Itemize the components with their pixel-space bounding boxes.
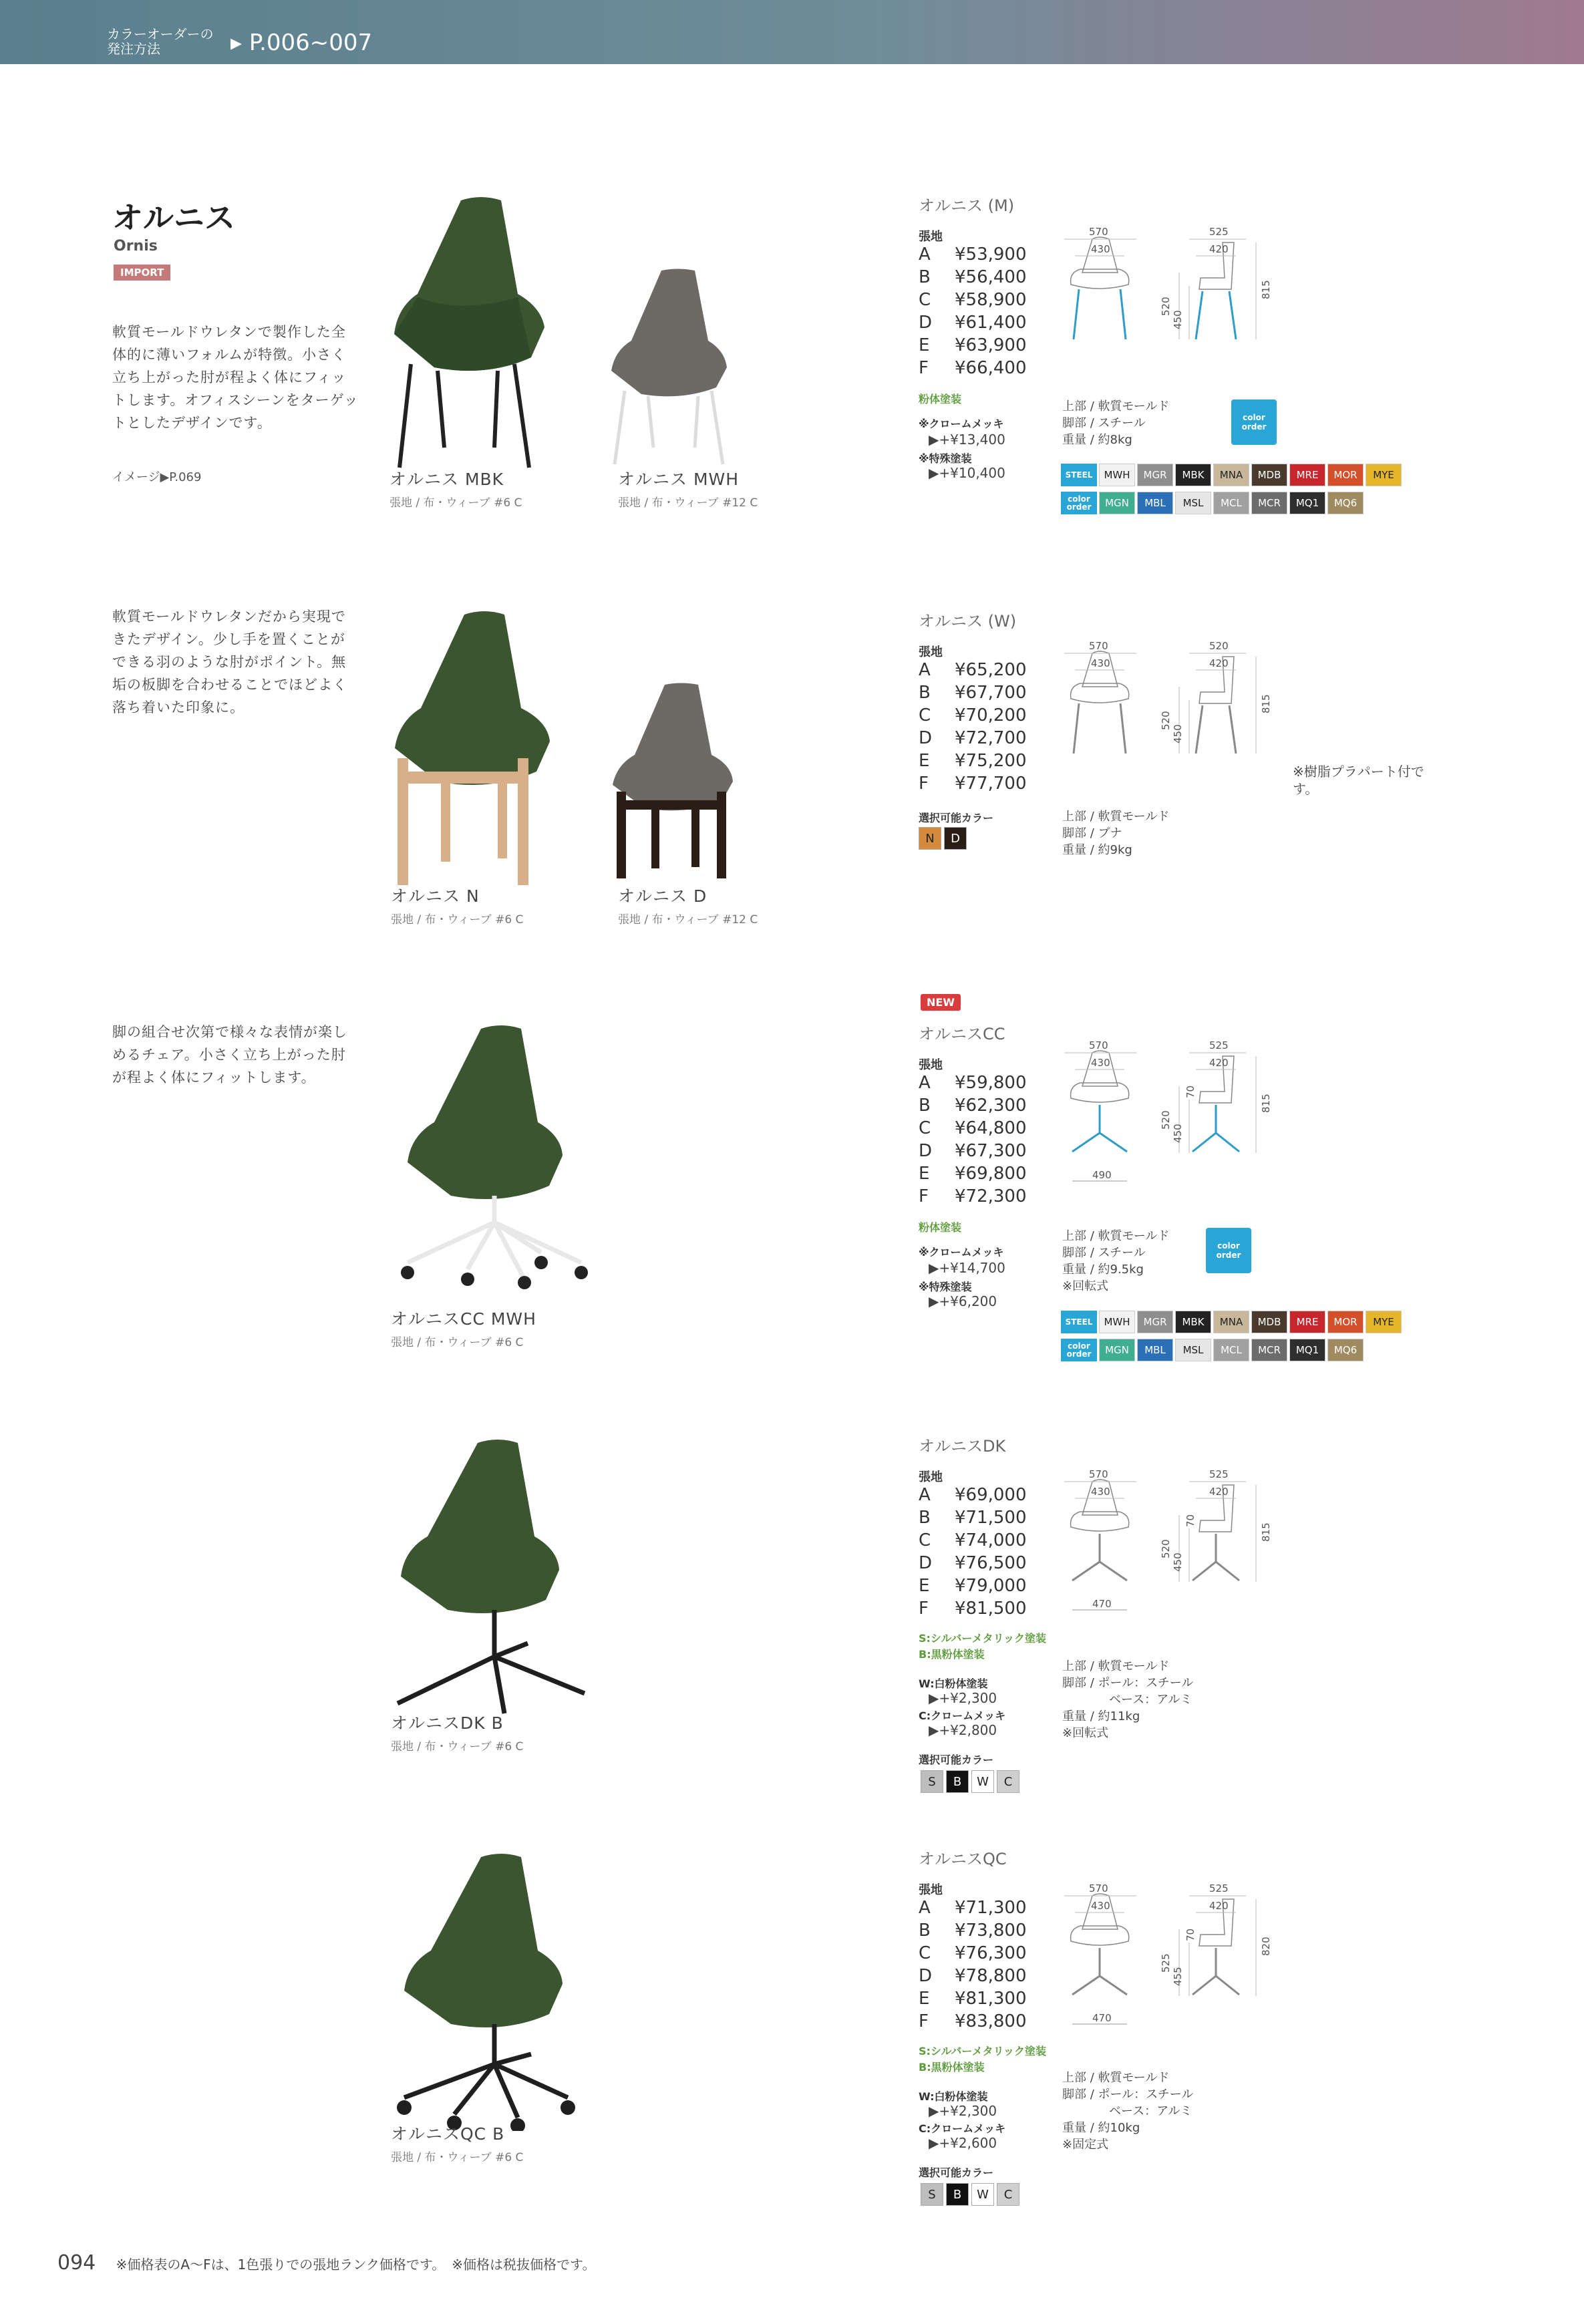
front-leg <box>1074 703 1079 754</box>
inner-depth-dim: 420 <box>1209 1057 1229 1069</box>
opt1-label-cc: ※クロームメッキ <box>919 1246 1004 1259</box>
price-value: ¥63,900 <box>955 335 1027 355</box>
grade-label: F <box>919 358 929 378</box>
front-leg <box>1120 703 1126 754</box>
select-label-dk: 選択可能カラー <box>919 1754 994 1766</box>
footer-note: ※価格表のA〜Fは、1色張りでの張地ランク価格です。 ※価格は税抜価格です。 <box>116 2257 596 2273</box>
base-dim: 470 <box>1092 2012 1112 2024</box>
price-value: ¥72,700 <box>955 728 1027 748</box>
seat-height-dim: 450 <box>1172 1552 1184 1572</box>
height-dim: 815 <box>1260 694 1272 713</box>
model-name-m: オルニス (M) <box>919 196 1015 215</box>
grade-label: A <box>919 1073 931 1093</box>
price-value: ¥72,300 <box>955 1186 1027 1206</box>
grade-label: C <box>919 1118 931 1138</box>
spec-line: 脚部 / ポール：スチール <box>1062 1676 1194 1690</box>
price-value: ¥71,500 <box>955 1508 1027 1528</box>
swatch-tag: STEEL <box>1061 1311 1097 1333</box>
swatch-mre[interactable]: MRE <box>1289 1311 1325 1333</box>
front-leg <box>1074 289 1079 339</box>
caption-dk: オルニスDK B <box>391 1713 504 1733</box>
caption-sub-cc: 張地 / 布・ウィーブ #6 C <box>391 1336 524 1349</box>
spec-line: 重量 / 約9.5kg <box>1062 1263 1144 1277</box>
inner-depth-dim: 420 <box>1209 243 1229 255</box>
price-head-qc: 張地 <box>919 1883 943 1897</box>
price-value: ¥70,200 <box>955 705 1027 725</box>
swatch-mye[interactable]: MYE <box>1366 1311 1402 1333</box>
dimension-svg <box>1059 1468 1286 1635</box>
spec-cc <box>1062 1228 1169 1295</box>
price-value: ¥58,900 <box>955 290 1027 310</box>
color-option-s[interactable]: S <box>921 1770 943 1793</box>
depth-dim: 525 <box>1209 1882 1229 1894</box>
product-title: オルニス <box>112 200 235 236</box>
price-value: ¥76,500 <box>955 1553 1027 1573</box>
swatch-mcr[interactable]: MCR <box>1251 1339 1287 1361</box>
grade-label: D <box>919 1553 933 1573</box>
price-value: ¥69,800 <box>955 1164 1027 1184</box>
width-dim: 570 <box>1089 640 1108 652</box>
arm-height-dim: 520 <box>1160 1539 1172 1558</box>
price-value: ¥59,800 <box>955 1073 1027 1093</box>
inner-width-dim: 430 <box>1091 1057 1110 1069</box>
arm-height-dim: 520 <box>1160 711 1172 730</box>
swatch-mcl[interactable]: MCL <box>1213 492 1249 514</box>
grade-label: A <box>919 244 931 265</box>
grade-label: C <box>919 705 931 725</box>
swatch-mna[interactable]: MNA <box>1213 1311 1249 1333</box>
opt2-value-dk: ▶+¥2,800 <box>929 1722 997 1738</box>
price-value: ¥78,800 <box>955 1966 1027 1986</box>
spec-qc <box>1062 2069 1193 2153</box>
opt2-value-m: ▶+¥10,400 <box>929 465 1005 481</box>
spec-line: 上部 / 軟質モールド <box>1062 810 1170 824</box>
price-value: ¥81,300 <box>955 1989 1027 2009</box>
front-leg <box>1120 289 1126 339</box>
height-dim: 815 <box>1260 1094 1272 1113</box>
side-base <box>1216 1562 1239 1581</box>
chair-photo-cc <box>394 1022 608 1289</box>
chair-photo-n <box>384 608 571 888</box>
price-value: ¥74,000 <box>955 1530 1027 1550</box>
grade-label: D <box>919 313 933 333</box>
grade-label: B <box>919 1921 931 1941</box>
front-base <box>1100 1562 1127 1581</box>
extra-dim: 70 <box>1184 1085 1197 1098</box>
opt2-label-cc: ※特殊塗装 <box>919 1281 972 1293</box>
select-label-qc: 選択可能カラー <box>919 2166 994 2179</box>
swatch-mgr[interactable]: MGR <box>1137 1311 1173 1333</box>
width-dim: 570 <box>1089 226 1108 238</box>
grade-label: B <box>919 267 931 287</box>
extra-dim: 70 <box>1184 1928 1197 1941</box>
arm-height-dim: 520 <box>1160 1110 1172 1130</box>
note-w: ※樹脂プラパート付です。 <box>1293 764 1424 797</box>
price-value: ¥67,300 <box>955 1141 1027 1161</box>
caption-mwh: オルニス MWH <box>618 470 740 489</box>
spec-line: 重量 / 約10kg <box>1062 2121 1140 2135</box>
color-order-label: カラーオーダーの発注方法 <box>107 26 214 57</box>
spec-line: 上部 / 軟質モールド <box>1062 399 1170 413</box>
front-base <box>1100 1133 1127 1152</box>
base-dim: 470 <box>1092 1598 1112 1610</box>
price-value: ¥65,200 <box>955 660 1027 680</box>
color-options-dk <box>921 1770 1019 1793</box>
depth-dim: 525 <box>1209 1468 1229 1480</box>
front-base <box>1072 1562 1100 1581</box>
image-ref-link[interactable]: イメージ▶P.069 <box>112 470 202 484</box>
caption-cc: オルニスCC MWH <box>391 1309 536 1329</box>
price-head-m: 張地 <box>919 230 943 244</box>
inner-depth-dim: 420 <box>1209 1486 1229 1498</box>
base-dim: 490 <box>1092 1169 1112 1181</box>
swatch-row <box>1061 1339 1402 1361</box>
spec-line: 重量 / 約8kg <box>1062 433 1132 447</box>
color-option-d[interactable]: D <box>944 827 967 850</box>
caption-sub-mbk: 張地 / 布・ウィーブ #6 C <box>389 496 522 510</box>
inner-width-dim: 430 <box>1091 1900 1110 1912</box>
spec-dk <box>1062 1658 1193 1741</box>
description-3: 脚の組合せ次第で様々な表情が楽しめるチェア。小さく立ち上がった肘が程よく体にフィットします。 <box>112 1024 347 1086</box>
swatch-mq6[interactable]: MQ6 <box>1327 492 1364 514</box>
dimension-drawing-w <box>1059 640 1286 810</box>
spec-line: ベース：アルミ <box>1109 2104 1193 2118</box>
opt2-label-qc: C:クロームメッキ <box>919 2122 1006 2135</box>
inner-depth-dim: 420 <box>1209 1900 1229 1912</box>
caption-d: オルニス D <box>618 886 707 906</box>
page-number: 094 <box>57 2251 96 2275</box>
spec-line: ベース：アルミ <box>1109 1693 1193 1707</box>
swatch-row <box>1061 1311 1402 1333</box>
caption-sub-dk: 張地 / 布・ウィーブ #6 C <box>391 1740 524 1754</box>
seat-height-dim: 455 <box>1172 1967 1184 1986</box>
opt2-label-m: ※特殊塗装 <box>919 452 972 465</box>
color-option-b[interactable]: B <box>946 1770 969 1793</box>
swatch-mdb[interactable]: MDB <box>1251 464 1287 486</box>
grade-label: D <box>919 1966 933 1986</box>
description-2: 軟質モールドウレタンだから実現できたデザイン。少し手を置くことができる羽のような肘がポイント。無垢の板脚を合わせることでほどよく落ち着いた印象に。 <box>112 609 347 715</box>
price-value: ¥81,500 <box>955 1599 1027 1619</box>
swatch-mgn[interactable]: MGN <box>1099 492 1135 514</box>
swatch-msl[interactable]: MSL <box>1175 1339 1211 1361</box>
grade-label: B <box>919 683 931 703</box>
opt1-label-qc: W:白粉体塗装 <box>919 2090 988 2103</box>
chair-photo-qc <box>391 1850 605 2131</box>
footer <box>57 2251 595 2275</box>
swatch-tag: STEEL <box>1061 464 1097 486</box>
color-option-c[interactable]: C <box>997 1770 1019 1793</box>
caption-mbk: オルニス MBK <box>389 470 504 489</box>
price-value: ¥66,400 <box>955 358 1027 378</box>
swatch-mq6[interactable]: MQ6 <box>1327 1339 1364 1361</box>
grade-label: D <box>919 728 933 748</box>
width-dim: 570 <box>1089 1882 1108 1894</box>
swatch-mgn[interactable]: MGN <box>1099 1339 1135 1361</box>
dimension-svg <box>1059 1882 1286 2049</box>
opt1-value-qc: ▶+¥2,300 <box>929 2103 997 2119</box>
swatch-mcl[interactable]: MCL <box>1213 1339 1249 1361</box>
opt2-value-qc: ▶+¥2,600 <box>929 2135 997 2151</box>
caption-sub-qc: 張地 / 布・ウィーブ #6 C <box>391 2151 524 2164</box>
depth-dim: 525 <box>1209 1039 1229 1051</box>
grade-label: E <box>919 1576 930 1596</box>
grade-label: A <box>919 1898 931 1918</box>
swatch-mna[interactable]: MNA <box>1213 464 1249 486</box>
swatch-mbl[interactable]: MBL <box>1137 492 1173 514</box>
width-dim: 570 <box>1089 1468 1108 1480</box>
swatch-mbl[interactable]: MBL <box>1137 1339 1173 1361</box>
swatch-tag: color order <box>1061 1339 1097 1361</box>
dimension-svg <box>1059 1039 1286 1206</box>
grade-label: F <box>919 1186 929 1206</box>
grade-label: F <box>919 1599 929 1619</box>
side-leg <box>1229 291 1236 339</box>
opt2-value-cc: ▶+¥6,200 <box>929 1293 997 1309</box>
swatch-mcr[interactable]: MCR <box>1251 492 1287 514</box>
price-value: ¥69,000 <box>955 1485 1027 1505</box>
color-options-qc <box>921 2183 1019 2206</box>
swatch-msl[interactable]: MSL <box>1175 492 1211 514</box>
price-value: ¥79,000 <box>955 1576 1027 1596</box>
grade-label: D <box>919 1141 933 1161</box>
color-option-n[interactable]: N <box>919 827 941 850</box>
swatch-mdb[interactable]: MDB <box>1251 1311 1287 1333</box>
grade-label: C <box>919 1943 931 1963</box>
swatch-mq1[interactable]: MQ1 <box>1289 492 1325 514</box>
page-ref[interactable]: ▸ P.006~007 <box>230 29 373 56</box>
dimension-svg <box>1059 640 1286 807</box>
color-options-w <box>919 827 967 850</box>
side-base <box>1216 1976 1239 1995</box>
dimension-svg <box>1059 226 1286 393</box>
color-swatches-m <box>1061 464 1402 514</box>
dimension-drawing-cc <box>1059 1039 1286 1209</box>
price-value: ¥67,700 <box>955 683 1027 703</box>
side-base <box>1193 1976 1216 1995</box>
width-dim: 570 <box>1089 1039 1108 1051</box>
grade-label: E <box>919 1989 930 2009</box>
silver-label-qc: S:シルバーメタリック塗装 <box>919 2045 1046 2057</box>
price-value: ¥62,300 <box>955 1096 1027 1116</box>
color-option-s[interactable]: S <box>921 2183 943 2206</box>
depth-dim: 520 <box>1209 640 1229 652</box>
side-leg <box>1229 705 1236 754</box>
opt1-value-cc: ▶+¥14,700 <box>929 1260 1005 1276</box>
front-base <box>1072 1133 1100 1152</box>
black-label-qc: B:黒粉体塗装 <box>919 2061 985 2073</box>
spec-w <box>1062 808 1169 858</box>
spec-line: 上部 / 軟質モールド <box>1062 1659 1170 1673</box>
front-base <box>1100 1976 1127 1995</box>
grade-label: A <box>919 1485 931 1505</box>
side-leg <box>1196 705 1203 754</box>
color-option-c[interactable]: C <box>997 2183 1019 2206</box>
price-value: ¥64,800 <box>955 1118 1027 1138</box>
swatch-mgr[interactable]: MGR <box>1137 464 1173 486</box>
price-head-w: 張地 <box>919 645 943 659</box>
opt1-value-dk: ▶+¥2,300 <box>929 1690 997 1706</box>
model-name-cc: オルニスCC <box>919 1025 1005 1043</box>
seat-height-dim: 450 <box>1172 310 1184 329</box>
select-label-w: 選択可能カラー <box>919 812 994 824</box>
price-head-cc: 張地 <box>919 1058 943 1072</box>
color-order-badge-cc: color order <box>1206 1228 1251 1273</box>
powder-label-cc: 粉体塗装 <box>919 1221 962 1234</box>
price-value: ¥77,700 <box>955 774 1027 794</box>
chair-photo-dk <box>387 1436 601 1717</box>
price-head-dk: 張地 <box>919 1470 943 1484</box>
opt1-value-m: ▶+¥13,400 <box>929 432 1005 448</box>
inner-width-dim: 430 <box>1091 1486 1110 1498</box>
inner-width-dim: 430 <box>1091 243 1110 255</box>
dimension-drawing-m <box>1059 226 1286 395</box>
price-value: ¥83,800 <box>955 2011 1027 2031</box>
height-dim: 815 <box>1260 280 1272 299</box>
color-option-w[interactable]: W <box>971 2183 994 2206</box>
price-value: ¥73,800 <box>955 1921 1027 1941</box>
grade-label: C <box>919 290 931 310</box>
side-base <box>1216 1133 1239 1152</box>
price-value: ¥75,200 <box>955 751 1027 771</box>
grade-label: F <box>919 2011 929 2031</box>
swatch-mor[interactable]: MOR <box>1327 1311 1364 1333</box>
swatch-mor[interactable]: MOR <box>1327 464 1364 486</box>
inner-width-dim: 430 <box>1091 657 1110 669</box>
height-dim: 820 <box>1260 1937 1272 1956</box>
price-value: ¥61,400 <box>955 313 1027 333</box>
swatch-mbk[interactable]: MBK <box>1175 464 1211 486</box>
swatch-mre[interactable]: MRE <box>1289 464 1325 486</box>
color-swatches-cc <box>1061 1311 1402 1361</box>
price-value: ¥53,900 <box>955 244 1027 265</box>
arm-height-dim: 520 <box>1160 297 1172 316</box>
grade-label: C <box>919 1530 931 1550</box>
powder-label-m: 粉体塗装 <box>919 393 962 405</box>
swatch-mwh[interactable]: MWH <box>1099 464 1135 486</box>
price-value: ¥76,300 <box>955 1943 1027 1963</box>
swatch-mq1[interactable]: MQ1 <box>1289 1339 1325 1361</box>
spec-line: 上部 / 軟質モールド <box>1062 1229 1170 1243</box>
grade-label: B <box>919 1508 931 1528</box>
swatch-row <box>1061 464 1402 486</box>
dimension-drawing-qc <box>1059 1882 1286 2052</box>
swatch-row <box>1061 492 1402 514</box>
spec-line: ※回転式 <box>1062 1279 1109 1293</box>
side-leg <box>1196 291 1203 339</box>
chair-photo-mbk <box>381 194 568 474</box>
price-value: ¥71,300 <box>955 1898 1027 1918</box>
grade-label: E <box>919 751 930 771</box>
spec-m <box>1062 398 1169 448</box>
grade-label: E <box>919 1164 930 1184</box>
new-badge: NEW <box>921 994 961 1011</box>
spec-line: 脚部 / スチール <box>1062 1246 1146 1260</box>
grade-label: B <box>919 1096 931 1116</box>
black-label-dk: B:黒粉体塗装 <box>919 1648 985 1661</box>
caption-qc: オルニスQC B <box>391 2124 505 2144</box>
spec-line: 脚部 / スチール <box>1062 416 1146 430</box>
swatch-mbk[interactable]: MBK <box>1175 1311 1211 1333</box>
opt1-label-dk: W:白粉体塗装 <box>919 1677 988 1690</box>
seat-height-dim: 450 <box>1172 1124 1184 1143</box>
chair-photo-d <box>605 681 758 882</box>
spec-line: 脚部 / ポール：スチール <box>1062 2088 1194 2102</box>
spec-line: ※回転式 <box>1062 1726 1109 1740</box>
opt1-label-m: ※クロームメッキ <box>919 418 1004 430</box>
side-base <box>1193 1133 1216 1152</box>
color-option-b[interactable]: B <box>946 2183 969 2206</box>
swatch-mwh[interactable]: MWH <box>1099 1311 1135 1333</box>
description-1: 軟質モールドウレタンで製作した全体的に薄いフォルムが特徴。小さく立ち上がった肘が程よく体にフィットします。オフィスシーンをターゲットとしたデザインです。 <box>112 324 359 431</box>
grade-label: E <box>919 335 930 355</box>
model-name-dk: オルニスDK <box>919 1437 1006 1456</box>
caption-sub-d: 張地 / 布・ウィーブ #12 C <box>618 913 758 927</box>
grade-label: A <box>919 660 931 680</box>
spec-line: 重量 / 約9kg <box>1062 843 1132 857</box>
caption-n: オルニス N <box>391 886 480 906</box>
grade-label: F <box>919 774 929 794</box>
model-name-w: オルニス (W) <box>919 612 1017 631</box>
spec-line: 上部 / 軟質モールド <box>1062 2071 1170 2085</box>
color-option-w[interactable]: W <box>971 1770 994 1793</box>
swatch-mye[interactable]: MYE <box>1366 464 1402 486</box>
inner-depth-dim: 420 <box>1209 657 1229 669</box>
swatch-tag: color order <box>1061 492 1097 514</box>
side-base <box>1193 1562 1216 1581</box>
product-subtitle: Ornis <box>114 238 158 255</box>
seat-height-dim: 450 <box>1172 724 1184 743</box>
front-base <box>1072 1976 1100 1995</box>
extra-dim: 70 <box>1184 1514 1197 1527</box>
depth-dim: 525 <box>1209 226 1229 238</box>
header-bar <box>0 0 1584 64</box>
spec-line: 重量 / 約11kg <box>1062 1709 1140 1723</box>
color-order-badge-m: color order <box>1231 399 1277 445</box>
price-value: ¥56,400 <box>955 267 1027 287</box>
caption-sub-n: 張地 / 布・ウィーブ #6 C <box>391 913 524 927</box>
arm-height-dim: 525 <box>1160 1953 1172 1973</box>
chair-photo-mwh <box>601 267 755 468</box>
silver-label-dk: S:シルバーメタリック塗装 <box>919 1632 1046 1645</box>
height-dim: 815 <box>1260 1522 1272 1542</box>
model-name-qc: オルニスQC <box>919 1850 1007 1868</box>
spec-line: 脚部 / ブナ <box>1062 826 1122 840</box>
caption-sub-mwh: 張地 / 布・ウィーブ #12 C <box>618 496 758 510</box>
dimension-drawing-dk <box>1059 1468 1286 1638</box>
import-badge: IMPORT <box>114 265 170 281</box>
spec-line: ※固定式 <box>1062 2138 1109 2152</box>
opt2-label-dk: C:クロームメッキ <box>919 1709 1006 1722</box>
